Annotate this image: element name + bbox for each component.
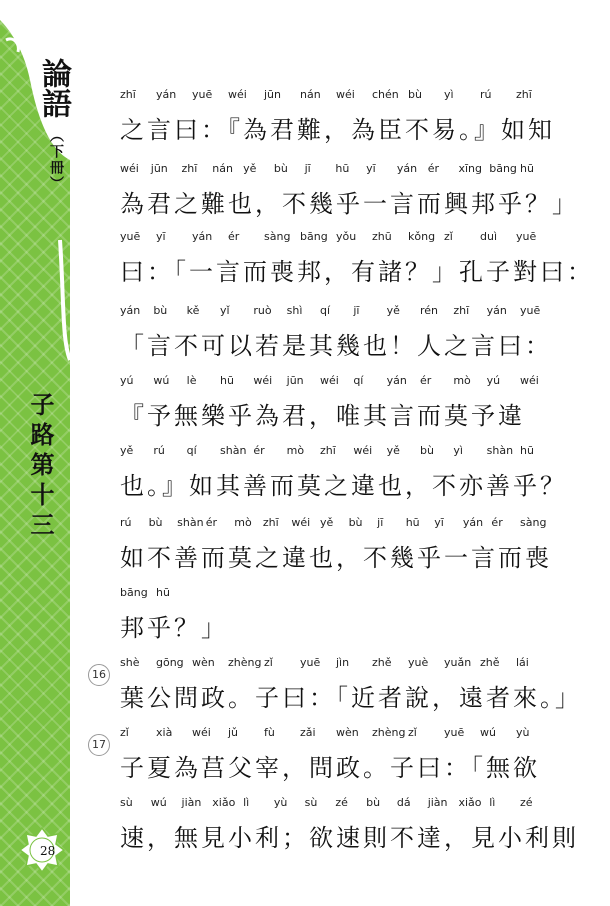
pinyin-syllable: yě xyxy=(120,444,134,457)
text-line xyxy=(120,374,540,431)
page-number: 28 xyxy=(40,844,56,858)
pinyin-syllable: yán xyxy=(486,304,507,317)
pinyin-syllable: yì xyxy=(444,88,454,101)
pinyin-syllable: ruò xyxy=(253,304,272,317)
pinyin-row xyxy=(120,304,540,322)
pinyin-row xyxy=(120,162,540,180)
pinyin-syllable: yán xyxy=(396,162,418,175)
pinyin-syllable: yě xyxy=(386,304,400,317)
pinyin-syllable: yǐ xyxy=(220,304,230,317)
pinyin-syllable: zǐ xyxy=(408,726,417,739)
pinyin-syllable: yuē xyxy=(444,726,465,739)
pinyin-syllable: yán xyxy=(386,374,407,387)
pinyin-syllable: jūn xyxy=(286,374,304,387)
pinyin-syllable: yì xyxy=(453,444,463,457)
text-line xyxy=(120,304,552,361)
pinyin-syllable: bù xyxy=(420,444,434,457)
pinyin-syllable: jūn xyxy=(150,162,168,175)
pinyin-syllable: wéi xyxy=(291,516,311,529)
pinyin-row xyxy=(120,444,540,462)
chinese-text: 曰：「一言而喪邦，有諸？」孔子對曰： xyxy=(120,258,594,286)
text-line xyxy=(120,162,579,219)
pinyin-syllable: ér xyxy=(427,162,439,175)
pinyin-syllable: yù xyxy=(273,796,288,809)
pinyin-syllable: bāng xyxy=(300,230,328,243)
text-line xyxy=(120,230,594,287)
pinyin-syllable: nán xyxy=(212,162,233,175)
pinyin-syllable: jūn xyxy=(264,88,281,101)
pinyin-syllable: duì xyxy=(480,230,498,243)
pinyin-syllable: qí xyxy=(186,444,197,457)
pinyin-syllable: wú xyxy=(153,374,170,387)
pinyin-row xyxy=(120,656,540,674)
pinyin-syllable: jǔ xyxy=(228,726,239,739)
pinyin-syllable: fù xyxy=(264,726,275,739)
pinyin-syllable: bāng xyxy=(120,586,148,599)
pinyin-syllable: wèn xyxy=(192,656,215,669)
pinyin-syllable: ér xyxy=(253,444,265,457)
pinyin-syllable: shàn xyxy=(177,516,204,529)
pinyin-syllable: zhī xyxy=(181,162,198,175)
pinyin-syllable: rén xyxy=(420,304,439,317)
pinyin-syllable: zhī xyxy=(516,88,532,101)
text-line xyxy=(120,444,567,501)
pinyin-syllable: zhèng xyxy=(228,656,262,669)
pinyin-syllable: xīng xyxy=(458,162,482,175)
verse-number: 16 xyxy=(88,664,110,686)
pinyin-syllable: wú xyxy=(150,796,167,809)
pinyin-syllable: zǐ xyxy=(264,656,273,669)
text-line xyxy=(120,88,555,145)
chinese-text: 『予無樂乎為君，唯其言而莫予違 xyxy=(120,402,525,430)
pinyin-syllable: wéi xyxy=(520,374,539,387)
pinyin-syllable: wéi xyxy=(192,726,211,739)
pinyin-syllable: wéi xyxy=(320,374,339,387)
pinyin-syllable: hū xyxy=(220,374,234,387)
pinyin-syllable: xiǎo xyxy=(458,796,482,809)
pinyin-syllable: yī xyxy=(366,162,376,175)
pinyin-syllable: kǒng xyxy=(408,230,436,243)
pinyin-syllable: hū xyxy=(335,162,350,175)
pinyin-syllable: rú xyxy=(120,516,132,529)
pinyin-syllable: zé xyxy=(520,796,533,809)
pinyin-syllable: zhèng xyxy=(372,726,406,739)
pinyin-syllable: yě xyxy=(320,516,334,529)
pinyin-syllable: wéi xyxy=(336,88,355,101)
pinyin-row xyxy=(120,88,540,106)
pinyin-syllable: zhī xyxy=(120,88,136,101)
pinyin-syllable: jiàn xyxy=(427,796,448,809)
pinyin-syllable: jìn xyxy=(336,656,350,669)
pinyin-syllable: yī xyxy=(434,516,444,529)
text-line xyxy=(120,726,540,783)
pinyin-syllable: yuē xyxy=(192,88,213,101)
pinyin-syllable: ér xyxy=(420,374,432,387)
pinyin-syllable: lái xyxy=(516,656,529,669)
pinyin-syllable: bù xyxy=(148,516,163,529)
pinyin-syllable: qí xyxy=(320,304,331,317)
pinyin-syllable: ér xyxy=(228,230,240,243)
pinyin-syllable: yuè xyxy=(408,656,429,669)
pinyin-row xyxy=(120,726,540,744)
pinyin-syllable: kě xyxy=(186,304,200,317)
pinyin-syllable: sù xyxy=(304,796,318,809)
chapter-title: 子路第十三 xyxy=(26,392,55,542)
pinyin-syllable: xià xyxy=(156,726,173,739)
pinyin-syllable: yuē xyxy=(520,304,541,317)
pinyin-row xyxy=(120,796,540,814)
pinyin-syllable: lè xyxy=(186,374,197,387)
text-line xyxy=(120,796,579,853)
pinyin-row xyxy=(120,374,540,392)
pinyin-syllable: wéi xyxy=(120,162,139,175)
pinyin-syllable: zhī xyxy=(453,304,470,317)
pinyin-syllable: shè xyxy=(120,656,140,669)
pinyin-syllable: ér xyxy=(491,516,503,529)
pinyin-syllable: yuē xyxy=(516,230,537,243)
pinyin-row xyxy=(120,586,540,604)
pinyin-syllable: dá xyxy=(396,796,411,809)
chinese-text: 也。』如其善而莫之違也，不亦善乎？ xyxy=(120,472,567,500)
pinyin-syllable: qí xyxy=(353,374,364,387)
pinyin-syllable: jiàn xyxy=(181,796,202,809)
pinyin-syllable: mò xyxy=(234,516,252,529)
pinyin-syllable: lì xyxy=(243,796,250,809)
pinyin-syllable: rú xyxy=(480,88,492,101)
chinese-text: 邦乎？」 xyxy=(120,614,228,642)
pinyin-syllable: shì xyxy=(286,304,303,317)
pinyin-syllable: zhě xyxy=(480,656,500,669)
pinyin-syllable: lì xyxy=(489,796,496,809)
pinyin-syllable: zhū xyxy=(372,230,392,243)
pinyin-syllable: jī xyxy=(377,516,384,529)
pinyin-syllable: zhī xyxy=(262,516,279,529)
chinese-text: 為君之難也，不幾乎一言而興邦乎？」 xyxy=(120,190,579,218)
chinese-text: 「言不可以若是其幾也！人之言曰： xyxy=(120,332,552,360)
book-title: 論語 xyxy=(36,58,71,118)
pinyin-syllable: chén xyxy=(372,88,399,101)
pinyin-syllable: wú xyxy=(480,726,496,739)
text-line xyxy=(120,656,582,713)
pinyin-syllable: yán xyxy=(156,88,177,101)
pinyin-syllable: hū xyxy=(520,162,534,175)
pinyin-syllable: wéi xyxy=(253,374,273,387)
pinyin-syllable: nán xyxy=(300,88,321,101)
pinyin-row xyxy=(120,516,547,534)
pinyin-syllable: yě xyxy=(386,444,400,457)
chinese-text: 之言曰：『為君難，為臣不易。』如知 xyxy=(120,116,555,144)
pinyin-syllable: bù xyxy=(348,516,363,529)
pinyin-syllable: gōng xyxy=(156,656,184,669)
pinyin-syllable: xiǎo xyxy=(212,796,236,809)
chinese-text: 速，無見小利；欲速則不達，見小利則 xyxy=(120,824,579,852)
pinyin-syllable: hū xyxy=(520,444,534,457)
pinyin-syllable: zé xyxy=(335,796,348,809)
pinyin-syllable: bāng xyxy=(489,162,517,175)
book-volume: （下冊） xyxy=(48,128,64,192)
pinyin-syllable: zhě xyxy=(372,656,392,669)
pinyin-syllable: yī xyxy=(156,230,166,243)
pinyin-syllable: mò xyxy=(453,374,471,387)
pinyin-syllable: yuē xyxy=(120,230,141,243)
pinyin-syllable: sàng xyxy=(520,516,547,529)
pinyin-syllable: sù xyxy=(120,796,133,809)
chinese-text: 葉公問政。子曰：「近者說，遠者來。」 xyxy=(120,684,582,712)
verse-number: 17 xyxy=(88,734,110,756)
pinyin-syllable: zǐ xyxy=(444,230,453,243)
pinyin-syllable: jī xyxy=(353,304,360,317)
pinyin-syllable: yù xyxy=(516,726,530,739)
pinyin-syllable: zǎi xyxy=(300,726,316,739)
pinyin-syllable: yán xyxy=(192,230,213,243)
pinyin-syllable: wéi xyxy=(228,88,247,101)
pinyin-row xyxy=(120,230,540,248)
pinyin-syllable: wéi xyxy=(353,444,373,457)
pinyin-syllable: hū xyxy=(405,516,420,529)
pinyin-syllable: zhī xyxy=(320,444,336,457)
text-line xyxy=(120,586,540,643)
pinyin-syllable: bù xyxy=(273,162,288,175)
pinyin-syllable: yě xyxy=(243,162,257,175)
pinyin-syllable: bù xyxy=(366,796,381,809)
pinyin-syllable: zǐ xyxy=(120,726,129,739)
text-line xyxy=(120,516,552,573)
pinyin-syllable: yú xyxy=(486,374,501,387)
pinyin-syllable: ér xyxy=(205,516,217,529)
pinyin-syllable: yuē xyxy=(300,656,321,669)
chinese-text: 子夏為莒父宰，問政。子曰：「無欲 xyxy=(120,754,540,782)
pinyin-syllable: yán xyxy=(120,304,141,317)
pinyin-syllable: bù xyxy=(408,88,422,101)
pinyin-syllable: wèn xyxy=(336,726,359,739)
pinyin-syllable: yǒu xyxy=(336,230,357,243)
pinyin-syllable: yú xyxy=(120,374,134,387)
pinyin-syllable: hū xyxy=(156,586,170,599)
chinese-text: 如不善而莫之違也，不幾乎一言而喪 xyxy=(120,544,552,572)
pinyin-syllable: jī xyxy=(304,162,311,175)
pinyin-syllable: yán xyxy=(462,516,484,529)
pinyin-syllable: mò xyxy=(286,444,305,457)
pinyin-syllable: rú xyxy=(153,444,165,457)
pinyin-syllable: yuǎn xyxy=(444,656,472,669)
pinyin-syllable: shàn xyxy=(220,444,247,457)
pinyin-syllable: shàn xyxy=(486,444,514,457)
pinyin-syllable: sàng xyxy=(264,230,291,243)
pinyin-syllable: bù xyxy=(153,304,168,317)
